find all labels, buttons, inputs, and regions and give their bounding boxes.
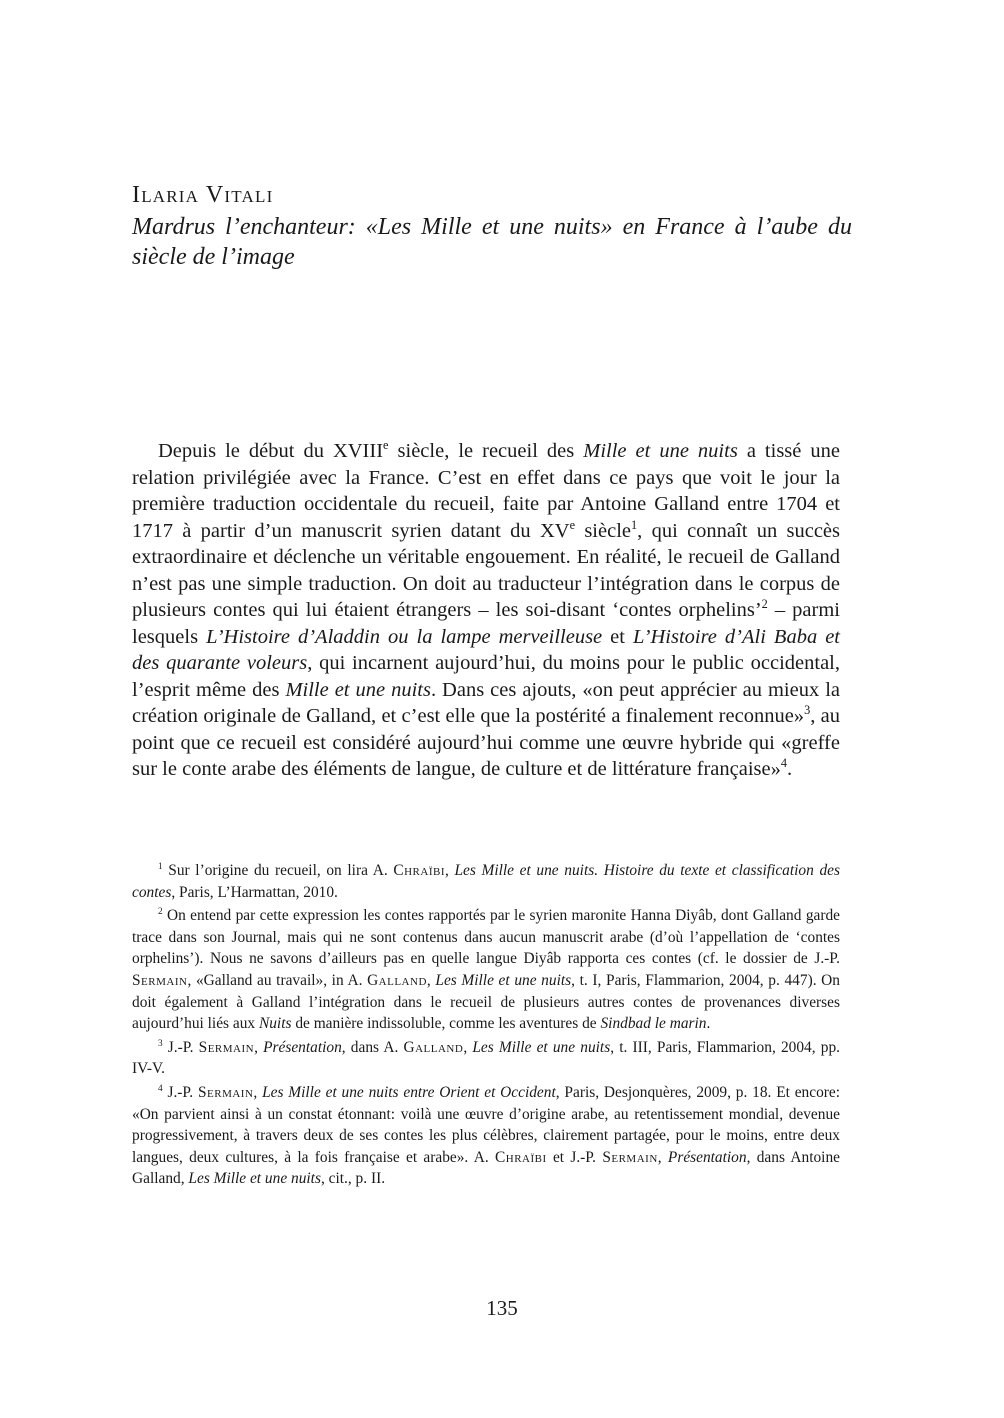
author-name: Ilaria Vitali xyxy=(132,182,274,208)
page-number: 135 xyxy=(486,1296,518,1320)
footnote-4: $^4$ J.-P. Sermain, Les Mille et une nuits entre Orient et Occident, Paris, Desjonquères, 2009, p. 18. Et encore: «On parvient ainsi à un constat étonnant: voilà une œuvre d’origine arabe, au retentissement mondial, devenue progressivement, à travers deux de ses contes les plus célèbres, clairement partagée, pour le moins, entre deux langues, deux cultures, à la fois française et arabe». A. Chraïbi et J.-P. Sermain, Présentation, dans Antoine Galland, Les Mille et une nuits, cit., p. II. xyxy=(132,1082,841,1188)
footnote-1: $^1$ Sur l’origine du recueil, on lira A. Chraïbi, Les Mille et une nuits. Histoire du texte et classification des contes, Paris, L’Harmattan, 2010. xyxy=(132,861,840,901)
footnote-2: $^2$ On entend par cette expression les contes rapportés par le syrien maronite Hanna Diyâb, dont Galland garde trace dans son Journal, mais qui ne sont contenus dans aucun manuscrit arabe (d’où l’appellation de ‘contes orphelins’). Nous ne savons d’ailleurs pas en quelle langue Diyâb rapporta ces contes (cf. le dossier de J.-P. Sermain, «Galland au travail», in A. Galland, Les Mille et une nuits, t. I, Paris, Flammarion, 2004, p. 447). On doit également à Galland l’intégration dans le recueil de plusieurs autres contes de provenances diverses aujourd’hui liés aux Nuits de manière indissoluble, comme les aventures de Sindbad le marin. xyxy=(132,906,840,1033)
footnote-ref-2: 2 xyxy=(761,597,768,612)
footnotes xyxy=(132,860,840,1192)
footnote-ref-4: 4 xyxy=(780,756,788,771)
footnote-ref-3: 3 xyxy=(804,703,811,718)
footnote-ref-1: 1 xyxy=(631,517,638,532)
chapter-title: Mardrus l’enchanteur: «Les Mille et une nuits» en France à l’aube du siècle de l’image xyxy=(132,214,852,270)
body-paragraph: Depuis le début du XVIIIe siècle, le recueil des Mille et une nuits a tissé une relation privilégiée avec la France. C’est en effet dans ce pays que voit le jour la première traduction occidentale du recueil, faite par Antoine Galland entre 1704 et 1717 à partir d’un manuscrit syrien datant du XVe siècle$^1$, qui connaît un succès extraordinaire et déclenche un véritable engouement. En réalité, le recueil de Galland n’est pas une simple traduction. On doit au traducteur l’intégration dans le corpus de plusieurs contes qui lui étaient étrangers – les soi-disant ‘contes orphelins’$^2$ – parmi lesquels L’Histoire d’Aladdin ou la lampe merveilleuse et L’Histoire d’Ali Baba et des quarante voleurs, qui incarnent aujourd’hui, du moins pour le public occidental, l’esprit même des Mille et une nuits. Dans ces ajouts, «on peut apprécier au mieux la création originale de Galland, et c’est elle que la postérité a finalement reconnue»$^3$, au point que ce recueil est considéré aujourd’hui comme une œuvre hybride qui «greffe sur le conte arabe des éléments de langue, de culture et de littérature française»$^4$. xyxy=(132,438,841,780)
footnote-3: $^3$ J.-P. Sermain, Présentation, dans A. Galland, Les Mille et une nuits, t. III, Paris, Flammarion, 2004, pp. IV-V. xyxy=(132,1037,841,1078)
